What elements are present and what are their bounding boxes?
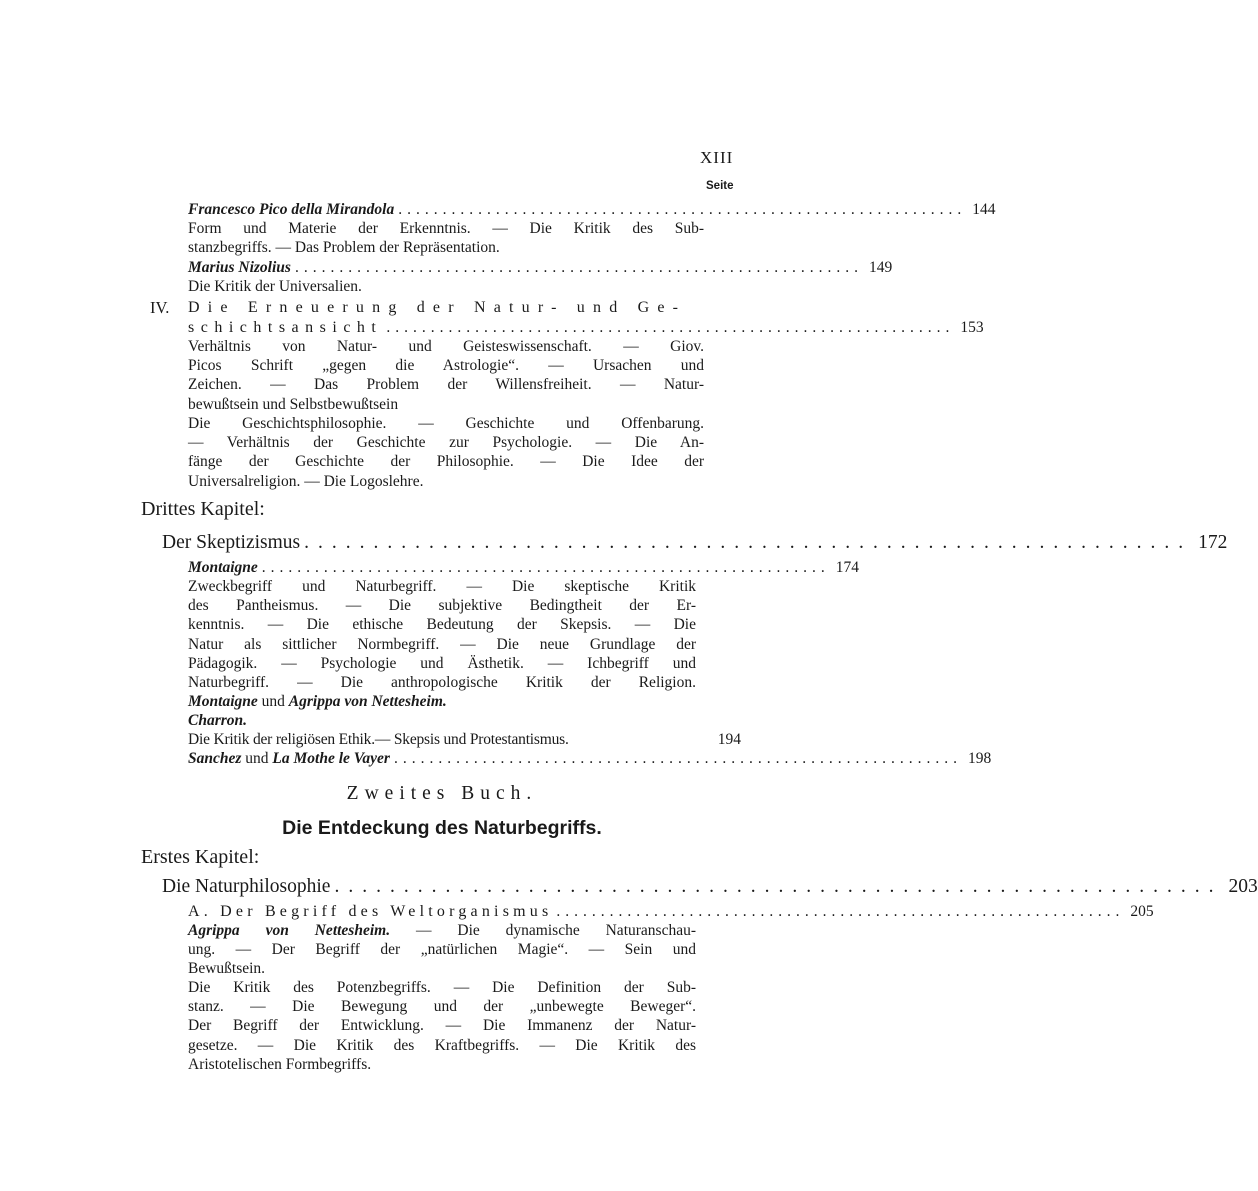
dot-leader: ................................................................	[393, 750, 962, 767]
section-iv-paragraph-1	[188, 337, 704, 414]
desc-line: Form und Materie der Erkenntnis. — Die Kritik des Sub-	[188, 220, 704, 237]
desc-line: Verhältnis von Natur- und Geisteswissenschaft. — Giov.	[188, 338, 704, 355]
desc-line: Naturbegriff. — Die anthropologische Kritik der Religion.	[188, 674, 696, 692]
toc-entry-nizolius	[188, 258, 893, 277]
dot-leader: ................................................................	[398, 201, 967, 218]
desc-line: Die Geschichtsphilosophie. — Geschichte und Offenbarung.	[188, 415, 704, 432]
desc-line: Zeichen. — Das Problem der Willensfreiheit. — Natur-	[188, 376, 704, 394]
pico-description	[188, 219, 704, 257]
desc-line: Zweckbegriff und Naturbegriff. — Die skeptische Kritik	[188, 578, 696, 595]
toc-page-number: 144	[972, 201, 996, 218]
toc-entry-section-a	[188, 902, 1154, 921]
connector-word: und	[257, 693, 289, 710]
section-iv-numeral: IV.	[150, 298, 170, 317]
italic-name: Sanchez	[188, 750, 242, 767]
desc-line: kenntnis. — Die ethische Bedeutung der Skepsis. — Die	[188, 616, 696, 634]
italic-name: La Mothe le Vayer	[272, 750, 390, 767]
toc-entry-title: Marius Nizolius	[188, 259, 291, 276]
toc-entry-title: Die Kritik der religiösen Ethik.— Skepsis und Protestantismus.	[188, 731, 569, 748]
desc-text: — Die dynamische Naturanschau-	[390, 922, 696, 939]
toc-page-number: 198	[967, 750, 992, 767]
desc-line: stanzbegriffs. — Das Problem der Repräsentation.	[188, 239, 500, 257]
dot-leader: ................................................................	[294, 259, 863, 276]
dot-leader: ................................................................	[334, 876, 1223, 897]
toc-entry-montaigne-agrippa	[188, 692, 447, 711]
chapter-heading-drittes: Drittes Kapitel:	[141, 498, 265, 520]
toc-entry-montaigne	[188, 558, 860, 577]
toc-entry-charron: Charron.	[188, 712, 248, 729]
desc-line: Pädagogik. — Psychologie und Ästhetik. — Ichbegriff und	[188, 654, 696, 672]
toc-page-number: 149	[868, 259, 893, 276]
nizolius-description: Die Kritik der Universalien.	[188, 278, 362, 295]
chapter-heading-erstes: Erstes Kapitel:	[141, 846, 260, 868]
section-iv-paragraph-2	[188, 414, 704, 491]
desc-line: Bewußtsein.	[188, 960, 266, 978]
page-number: XIII	[700, 148, 734, 167]
toc-entry-section-iv	[188, 318, 984, 337]
desc-line: — Verhältnis der Geschichte zur Psychologie. — Die An-	[188, 434, 704, 452]
desc-line: stanz. — Die Bewegung und der „unbewegte Beweger“.	[188, 998, 696, 1016]
desc-line: gesetze. — Die Kritik des Kraftbegriffs. — Die Kritik des	[188, 1036, 696, 1054]
desc-line: bewußtsein und Selbstbewußtsein	[188, 395, 399, 413]
toc-page-number: 194	[717, 731, 741, 748]
toc-entry-naturphilosophie	[162, 876, 1258, 898]
seite-label: Seite	[706, 180, 734, 192]
desc-line: fänge der Geschichte der Philosophie. — Die Idee der	[188, 453, 704, 471]
toc-entry-skeptizismus	[162, 532, 1228, 554]
section-a-paragraph-2	[188, 978, 696, 1074]
desc-line: Der Begriff der Entwicklung. — Die Immanenz der Natur-	[188, 1017, 696, 1035]
section-a-paragraph-1	[188, 921, 696, 979]
italic-name: Agrippa von Nettesheim.	[288, 693, 447, 710]
toc-entry-pico	[188, 200, 996, 219]
section-iv-title-line1: Die Erneuerung der Natur- und Ge-	[188, 299, 687, 316]
desc-line: des Pantheismus. — Die subjektive Bedingtheit der Er-	[188, 597, 696, 615]
toc-entry-title: schichtsansicht	[188, 319, 383, 336]
desc-line: ung. — Der Begriff der „natürlichen Magie“. — Sein und	[188, 941, 696, 959]
toc-entry-religioese-ethik	[188, 730, 741, 749]
desc-line	[188, 921, 696, 940]
book-subtitle: Die Entdeckung des Naturbegriffs.	[282, 817, 602, 839]
toc-page-number: 153	[960, 319, 984, 336]
dot-leader: ................................................................	[304, 532, 1193, 553]
toc-page-number: 205	[1130, 903, 1154, 920]
italic-name: Montaigne	[188, 693, 258, 710]
toc-entry-title: A. Der Begriff des Weltorganismus	[188, 903, 553, 920]
toc-entry-title: Montaigne	[188, 559, 258, 576]
dot-leader: ................................................................	[261, 559, 830, 576]
desc-line: Die Kritik des Potenzbegriffs. — Die Definition der Sub-	[188, 979, 696, 996]
toc-entry-title: Die Naturphilosophie	[162, 876, 331, 897]
desc-line: Natur als sittlicher Normbegriff. — Die neue Grundlage der	[188, 635, 696, 653]
toc-entry-title: Der Skeptizismus	[162, 532, 301, 553]
dot-leader: ................................................................	[556, 903, 1125, 920]
connector-word: und	[241, 750, 273, 767]
toc-page-number: 203	[1228, 876, 1258, 897]
toc-page-number: 174	[835, 559, 860, 576]
dot-leader: ................................................................	[386, 319, 955, 336]
book-heading: Zweites Buch.	[346, 783, 538, 804]
toc-entry-title	[188, 749, 390, 768]
italic-name: Agrippa von Nettesheim.	[188, 922, 391, 939]
desc-line: Picos Schrift „gegen die Astrologie“. — Ursachen und	[188, 357, 704, 375]
toc-entry-sanchez	[188, 749, 992, 768]
toc-entry-title: Francesco Pico della Mirandola	[188, 201, 395, 218]
montaigne-description	[188, 577, 696, 692]
desc-line: Universalreligion. — Die Logoslehre.	[188, 472, 424, 490]
toc-page-number: 172	[1198, 532, 1228, 553]
desc-line: Aristotelischen Formbegriffs.	[188, 1055, 372, 1073]
